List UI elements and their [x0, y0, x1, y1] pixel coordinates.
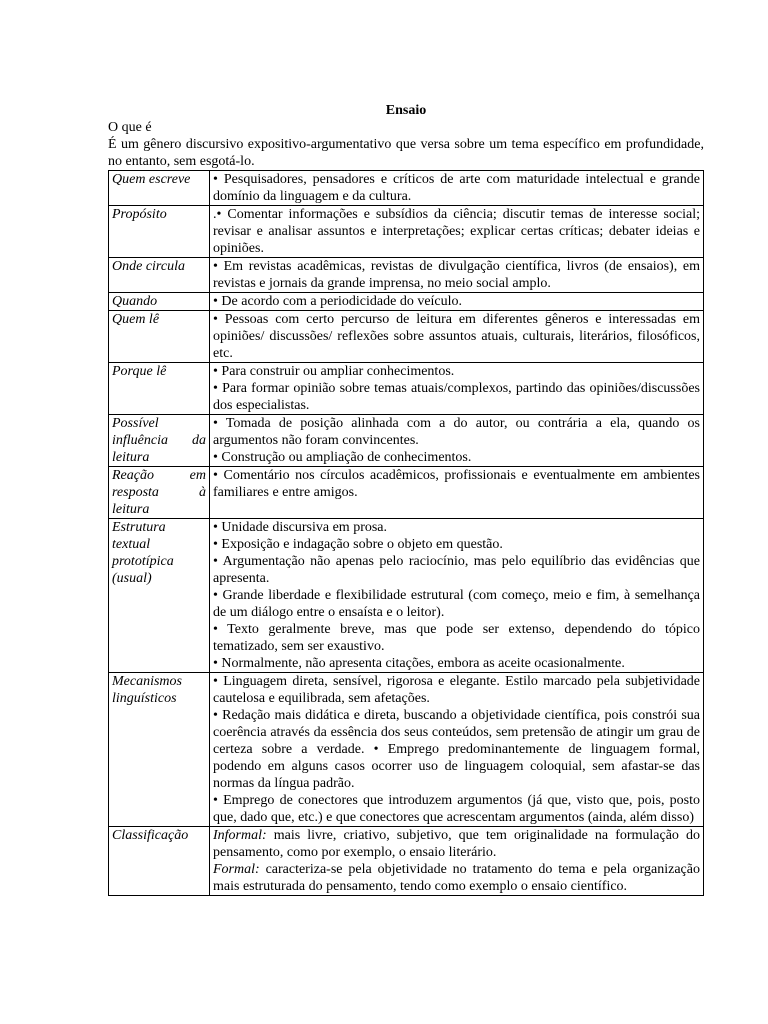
row-label: Quem escreve [109, 171, 210, 206]
row-content [210, 206, 704, 258]
row-line: • Redação mais didática e direta, buscando a objetividade científica, pois constrói sua coerência através da essência dos seus conteúdos, sem pretensão de atingir um grau de certeza sobre a verdade. • Emprego predominantemente de linguagem formal, podendo em alguns casos ocorrer uso de linguagem coloquial, sem afastar-se das normas da língua padrão. [213, 708, 700, 791]
table-row [109, 467, 704, 519]
row-line: • Tomada de posição alinhada com a do autor, ou contrária a ela, quando os argumentos não foram convincentes. [213, 416, 700, 448]
table-row [109, 519, 704, 673]
document-page [108, 102, 704, 896]
row-content [210, 827, 704, 896]
formal-text: caracteriza-se pela objetividade no tratamento do tema e pela organização mais estruturada do pensamento, tendo como exemplo o ensaio científico. [213, 862, 700, 894]
row-line: • Para formar opinião sobre temas atuais/complexos, partindo das opiniões/discussões dos especialistas. [213, 381, 700, 413]
table-row [109, 171, 704, 206]
row-line [213, 861, 700, 895]
row-content [210, 673, 704, 827]
genre-table [108, 170, 704, 896]
row-label: Mecanismos linguísticos [109, 673, 210, 827]
intro-heading: O que é [108, 120, 152, 135]
row-content [210, 363, 704, 415]
row-line: • Linguagem direta, sensível, rigorosa e elegante. Estilo marcado pela subjetividade cautelosa e equilibrada, sem afetações. [213, 674, 700, 706]
informal-term: Informal: [213, 828, 267, 843]
row-line: • Pesquisadores, pensadores e críticos de arte com maturidade intelectual e grande domínio da linguagem e da cultura. [213, 172, 700, 204]
table-row [109, 415, 704, 467]
row-line: • Emprego de conectores que introduzem argumentos (já que, visto que, pois, posto que, dado que, etc.) e que conectores que acrescentam argumentos (ainda, além disso) [213, 793, 700, 825]
row-line: • Em revistas acadêmicas, revistas de divulgação científica, livros (de ensaios), em revistas e jornais da grande imprensa, no meio social amplo. [213, 259, 700, 291]
row-line: • Normalmente, não apresenta citações, embora as aceite ocasionalmente. [213, 656, 625, 671]
row-label: Onde circula [109, 258, 210, 293]
row-line: • Pessoas com certo percurso de leitura em diferentes gêneros e interessadas em opiniões/ discussões/ reflexões sobre assuntos atuais, culturais, literários, filosóficos, etc. [213, 312, 700, 361]
table-row [109, 827, 704, 896]
row-line [213, 827, 700, 861]
row-label: Quem lê [109, 311, 210, 363]
row-label: Estrutura textual prototípica (usual) [109, 519, 210, 673]
row-line: • Grande liberdade e flexibilidade estrutural (com começo, meio e fim, à semelhança de um diálogo entre o ensaísta e o leitor). [213, 588, 700, 620]
row-line: • Exposição e indagação sobre o objeto em questão. [213, 537, 503, 552]
row-content [210, 311, 704, 363]
table-row [109, 258, 704, 293]
row-content [210, 171, 704, 206]
row-content [210, 258, 704, 293]
table-row [109, 363, 704, 415]
row-content [210, 415, 704, 467]
informal-text: mais livre, criativo, subjetivo, que tem originalidade na formulação do pensamento, como por exemplo, o ensaio literário. [213, 828, 700, 860]
table-row [109, 673, 704, 827]
row-line: • Texto geralmente breve, mas que pode ser extenso, dependendo do tópico tematizado, sem ser exaustivo. [213, 622, 700, 654]
row-label: Porque lê [109, 363, 210, 415]
row-line: • Construção ou ampliação de conhecimentos. [213, 450, 472, 465]
row-line: • Argumentação não apenas pelo raciocínio, mas pelo equilíbrio das evidências que apresenta. [213, 554, 700, 586]
table-row [109, 206, 704, 258]
document-title: Ensaio [385, 103, 427, 118]
row-content [210, 519, 704, 673]
row-content [210, 293, 704, 311]
row-content [210, 467, 704, 519]
row-line: • Comentário nos círculos acadêmicos, profissionais e eventualmente em ambientes familiares e entre amigos. [213, 468, 700, 500]
row-line: • Unidade discursiva em prosa. [213, 520, 388, 535]
row-line: • Para construir ou ampliar conhecimentos. [213, 364, 455, 379]
table-row [109, 311, 704, 363]
row-label: Possível influência da leitura [109, 415, 210, 467]
row-label: Reação em resposta à leitura [109, 467, 210, 519]
intro-text: É um gênero discursivo expositivo-argumentativo que versa sobre um tema específico em profundidade, no entanto, sem esgotá-lo. [108, 137, 704, 169]
row-label: Classificação [109, 827, 210, 896]
row-line: .• Comentar informações e subsídios da ciência; discutir temas de interesse social; revisar e analisar assuntos e interpretações; explicar certas críticas; debater ideias e opiniões. [213, 207, 700, 256]
row-line: • De acordo com a periodicidade do veículo. [213, 294, 463, 309]
row-label: Propósito [109, 206, 210, 258]
row-label: Quando [109, 293, 210, 311]
formal-term: Formal: [213, 862, 260, 877]
table-row [109, 293, 704, 311]
